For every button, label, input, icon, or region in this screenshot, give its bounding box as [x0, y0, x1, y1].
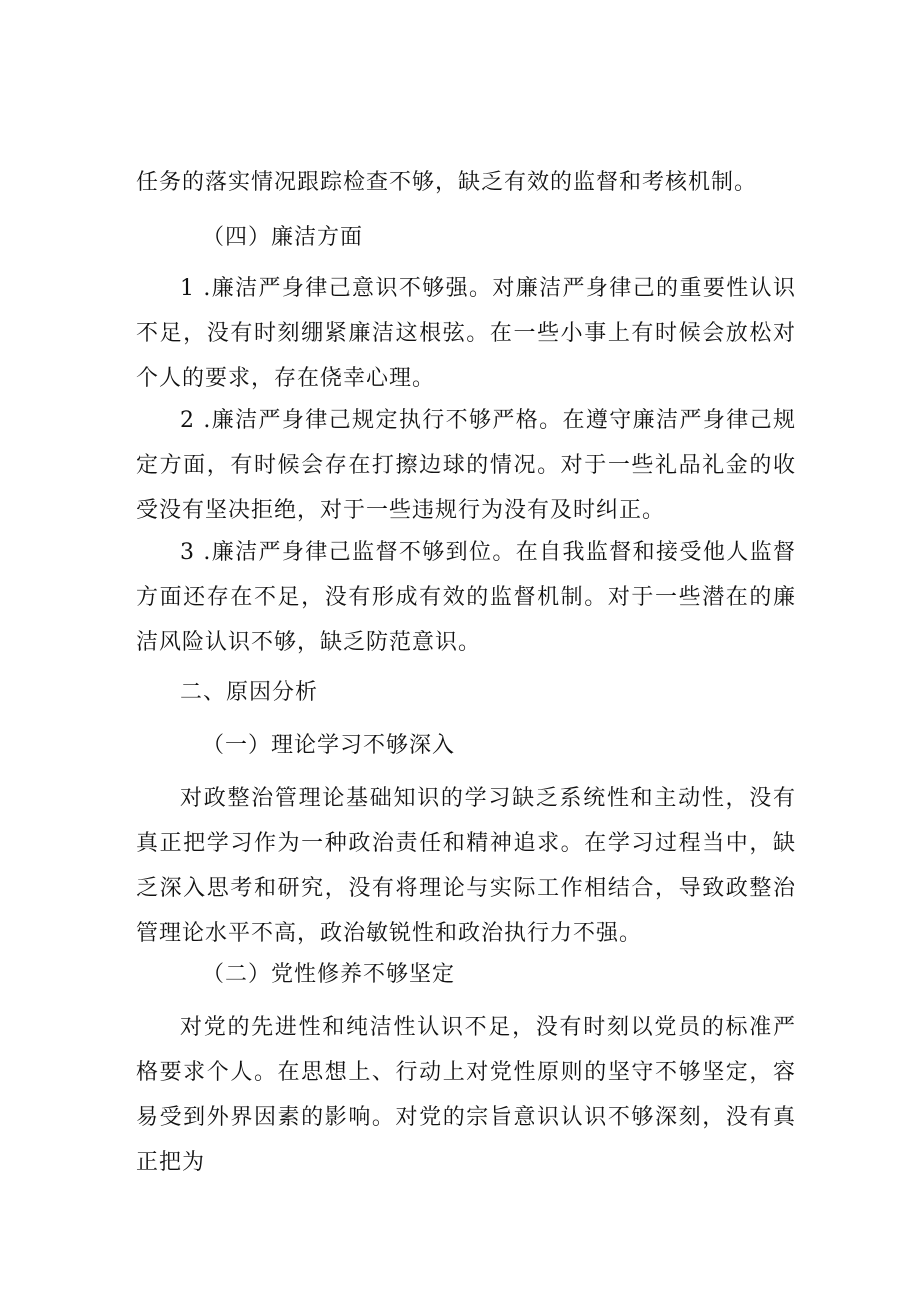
section-heading-integrity: （四）廉洁方面: [202, 225, 364, 250]
subheading-party-spirit: （二）党性修养不够坚定: [202, 962, 456, 987]
paragraph-item-2: 2 .廉洁严身律己规定执行不够严格。在遵守廉洁严身律己规定方面，有时候会存在打擦边球的情况。对于一些礼品礼金的收受没有坚决拒绝，对于一些违规行为没有及时纠正。: [136, 408, 796, 523]
paragraph-theory-study: 对政整治管理论基础知识的学习缺乏系统性和主动性，没有真正把学习作为一种政治责任和精神追求。在学习过程当中，缺乏深入思考和研究，没有将理论与实际工作相结合，导致政整治管理论水平不高，政治敏锐性和政治执行力不强。: [136, 786, 796, 946]
subheading-theory-study: （一）理论学习不够深入: [202, 733, 456, 758]
paragraph-item-3: 3 .廉洁严身律己监督不够到位。在自我监督和接受他人监督方面还存在不足，没有形成有效的监督机制。对于一些潜在的廉洁风险认识不够，缺乏防范意识。: [136, 540, 796, 655]
section-heading-cause-analysis: 二、原因分析: [180, 680, 319, 705]
paragraph-party-spirit: 对党的先进性和纯洁性认识不足，没有时刻以党员的标准严格要求个人。在思想上、行动上对党性原则的坚守不够坚定，容易受到外界因素的影响。对党的宗旨意识认识不够深刻，没有真正把为: [136, 1015, 796, 1175]
paragraph-item-1: 1 .廉洁严身律己意识不够强。对廉洁严身律己的重要性认识不足，没有时刻绷紧廉洁这根弦。在一些小事上有时候会放松对个人的要求，存在侥幸心理。: [136, 276, 796, 391]
paragraph-continuation: 任务的落实情况跟踪检查不够，缺乏有效的监督和考核机制。: [136, 170, 758, 195]
